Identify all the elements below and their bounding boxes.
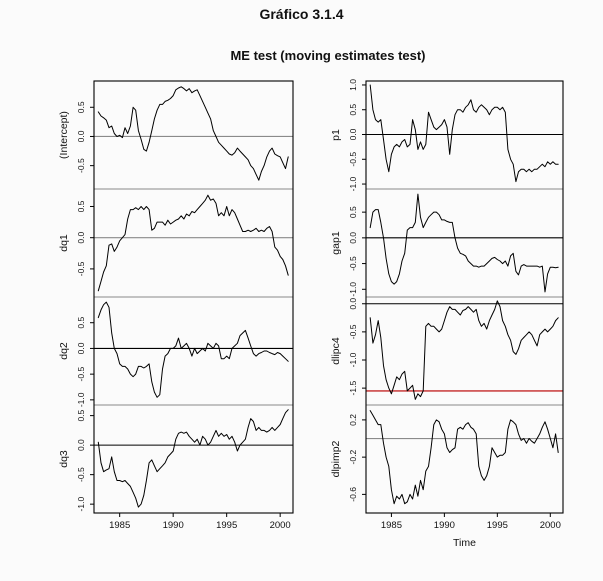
y-tick-label: -0.6 — [348, 487, 358, 502]
x-tick-label: 1985 — [380, 520, 402, 531]
panel-label-gap1: gap1 — [330, 231, 342, 255]
series-p1 — [370, 85, 558, 182]
x-axis-label: Time — [453, 537, 476, 549]
y-tick-label: 0.5 — [76, 101, 86, 114]
y-tick-label: -0.5 — [76, 366, 86, 382]
x-tick-label: 1985 — [109, 520, 131, 531]
series-dq1 — [98, 195, 288, 291]
chart-title: ME test (moving estimates test) — [230, 48, 426, 63]
panel-dlipc4 — [330, 298, 563, 400]
series-dlipc4 — [370, 301, 558, 400]
x-tick-label: 1995 — [216, 520, 238, 531]
series-(Intercept) — [98, 87, 288, 180]
y-tick-label: -0.2 — [348, 449, 358, 465]
panel-(Intercept) — [58, 87, 293, 180]
panel-label-dlipc4: dlipc4 — [330, 337, 342, 365]
panel-dq2 — [58, 302, 293, 407]
y-tick-label: -1.5 — [348, 380, 358, 396]
y-tick-label: -0.5 — [76, 158, 86, 173]
y-tick-label: 0.0 — [76, 231, 86, 244]
y-tick-label: -1.0 — [76, 496, 86, 512]
y-tick-label: 0.5 — [348, 206, 358, 219]
y-tick-label: 0.0 — [348, 231, 358, 244]
panel-dlpimp2 — [330, 411, 563, 504]
y-tick-label: 0.5 — [76, 409, 86, 422]
y-tick-label: 0.0 — [76, 130, 86, 143]
y-tick-label: -0.5 — [348, 151, 358, 167]
y-tick-label: 0.2 — [348, 413, 358, 426]
x-tick-label: 1995 — [486, 520, 508, 531]
x-tick-label: 2000 — [269, 520, 291, 531]
x-tick-label: 2000 — [539, 520, 561, 531]
series-dq2 — [98, 302, 288, 397]
y-tick-label: 0.0 — [76, 439, 86, 452]
y-tick-label: 0.5 — [348, 103, 358, 116]
y-tick-label: 1.0 — [348, 79, 358, 91]
series-gap1 — [370, 194, 558, 292]
panel-label-p1: p1 — [330, 129, 342, 141]
figure-title: Gráfico 3.1.4 — [259, 6, 344, 22]
x-tick-label: 1990 — [433, 520, 455, 531]
y-tick-label: 0.5 — [76, 316, 86, 329]
y-tick-label: -1.0 — [348, 176, 358, 192]
panel-dq1 — [58, 195, 293, 291]
y-tick-label: 0.0 — [76, 342, 86, 355]
y-tick-label: -1.0 — [76, 392, 86, 408]
panel-dq3 — [58, 409, 293, 511]
series-dq3 — [98, 410, 288, 507]
y-tick-label: -0.5 — [348, 256, 358, 271]
panel-label-dq1: dq1 — [58, 234, 70, 252]
y-tick-label: 0.0 — [348, 297, 358, 310]
panel-label-dlpimp2: dlpimp2 — [330, 440, 342, 478]
x-tick-label: 1990 — [162, 520, 184, 531]
panel-label-dq2: dq2 — [58, 342, 70, 360]
y-tick-label: 0.5 — [76, 200, 86, 213]
panel-p1 — [330, 79, 563, 192]
panel-gap1 — [330, 194, 563, 297]
panel-label-dq3: dq3 — [58, 450, 70, 468]
y-tick-label: -0.5 — [76, 467, 86, 482]
series-dlpimp2 — [370, 411, 558, 504]
y-tick-label: -0.5 — [76, 261, 86, 277]
panel-label-(Intercept): (Intercept) — [58, 111, 70, 159]
y-tick-label: -1.0 — [348, 281, 358, 297]
y-tick-label: -0.5 — [348, 324, 358, 340]
y-tick-label: 0.0 — [348, 128, 358, 141]
y-tick-label: -1.0 — [348, 352, 358, 368]
